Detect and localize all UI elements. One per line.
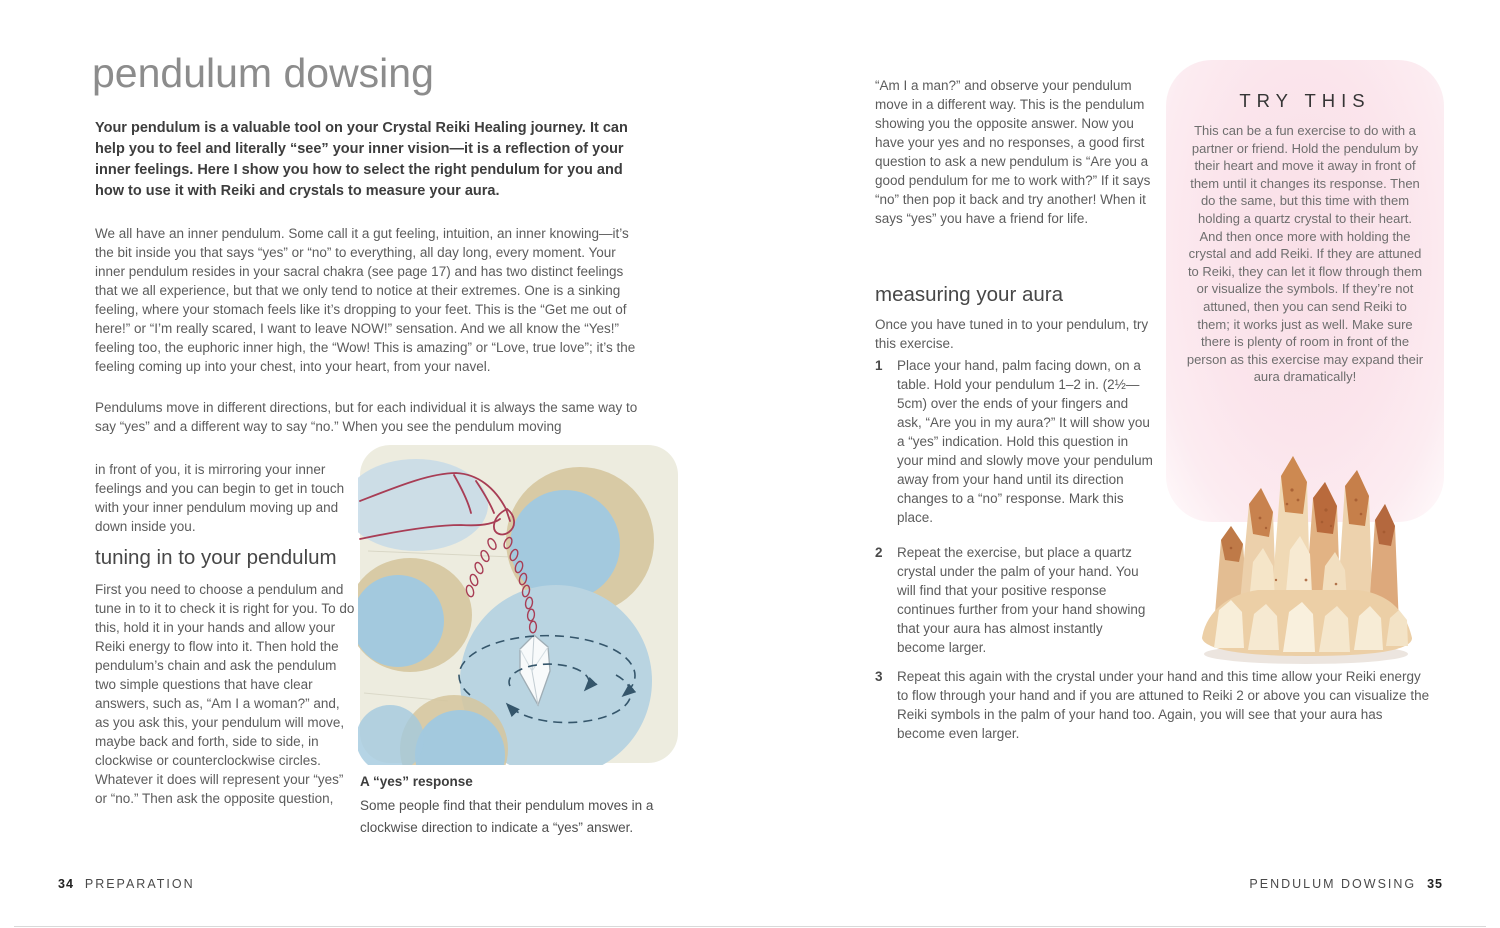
quartz-crystal-photo (1186, 440, 1428, 670)
footer-section-label: PREPARATION (84, 877, 195, 891)
step-2 (875, 543, 1153, 657)
footer-left (58, 877, 195, 891)
aura-section-intro: Once you have tuned in to your pendulum, try this exercise. (875, 317, 1149, 351)
body-paragraph-1: We all have an inner pendulum. Some call it a gut feeling, intuition, an inner knowing—it’s the bit inside you that says “yes” or “no” to everything, all day long, every moment. Your inner pendulum resides in your sacral chakra (see page 17) and has two distinct feelings that we all experience, but that we only tend to notice at their extremes. One is a sinking feeling, where your stomach feels like it’s dropping to your feet. This is the “Get me out of here!” or “I’m really scared, I want to leave NOW!” sensation. And we all know the “Yes!” feeling too, the euphoric inner high, the “Wow! This is amazing” or “Love, true love”; it’s the feeling coming up into your chest, into your heart, from your navel. (95, 226, 636, 374)
hand-pendulum-drawing (358, 443, 680, 765)
try-this-heading: TRY THIS (1239, 90, 1371, 111)
section-heading-tuning: tuning in to your pendulum (95, 546, 337, 569)
body-paragraph-2-narrow: in front of you, it is mirroring your inner feelings and you can begin to get in touch with your inner pendulum moving up and down inside you. (95, 462, 345, 534)
section-heading-aura: measuring your aura (875, 283, 1064, 306)
footer-page-number: 35 (1427, 877, 1443, 891)
step-number: 2 (875, 545, 883, 560)
body-paragraph-continued: “Am I a man?” and observe your pendulum move in a different way. This is the pendulum showing you the opposite answer. Now you have your yes and no responses, a good first question to ask a new pendulum is “Are you a good pendulum for me to work with?” If it says “no” then pop it back and try another! When it says “yes” you have a friend for life. (875, 78, 1151, 226)
step-number: 3 (875, 669, 883, 684)
body-paragraph-2-wide: Pendulums move in different directions, but for each individual it is always the same way to say “yes” and a different way to say “no.” When you see the pendulum moving (95, 400, 638, 434)
footer-page-number: 34 (58, 877, 74, 891)
page-bottom-edge (14, 926, 1486, 927)
footer-section-label: PENDULUM DOWSING (1249, 877, 1417, 891)
section-body-tuning: First you need to choose a pendulum and tune in to it to check it is right for you. To do this, hold it in your hands and allow your Reiki energy to flow into it. Then hold the pendulum’s chain and ask the pendulum two simple questions that have clear answers, such as, “Am I a woman?” and, as you ask this, your pendulum will move, maybe back and forth, side to side, in clockwise or counterclockwise circles. Whatever it does will represent your “yes” or “no.” Then ask the opposite question, (95, 582, 355, 806)
pendulum-illustration (358, 443, 680, 765)
step-1 (875, 356, 1153, 527)
step-3 (875, 667, 1431, 743)
step-text: Repeat this again with the crystal under your hand and this time allow your Reiki energy to flow through your hand and if you are attuned to Reiki 2 or above you can visualize the Reiki symbols in the palm of your hand too. Again, you will see that your aura has become even larger. (897, 669, 1430, 741)
crystal-cluster-drawing (1186, 440, 1428, 670)
step-number: 1 (875, 358, 883, 373)
try-this-body: This can be a fun exercise to do with a partner or friend. Hold the pendulum by their heart and move it away in front of them until it changes its response. Then do the same, but this time with them holding a quartz crystal to their heart. And then once more with holding the crystal and add Reiki. If they are attuned to Reiki, they can let it flow through them or visualize the symbols. If they’re not attuned, then you can send Reiki to them; it works just as well. Make sure there is plenty of room in front of the person as this exercise may expand their aura dramatically! (1186, 123, 1424, 385)
intro-paragraph: Your pendulum is a valuable tool on your Crystal Reiki Healing journey. It can help you to feel and literally “see” your inner vision—it is a reflection of your inner feelings. Here I show you how to select the right pendulum for you and how to use it with Reiki and crystals to measure your aura. (95, 120, 628, 199)
step-text: Place your hand, palm facing down, on a table. Hold your pendulum 1–2 in. (2½—5cm) over the ends of your fingers and ask, “Are you in my aura?” It will show you a “yes” indication. Hold this question in your mind and slowly move your pendulum away from your hand until its direction changes to a “no” response. Mark this place. (897, 358, 1153, 525)
step-text: Repeat the exercise, but place a quartz crystal under the palm of your hand. You will find that your positive response continues further from your hand showing that your aura has almost instantly become larger. (897, 545, 1146, 655)
page-title: pendulum dowsing (92, 50, 434, 96)
footer-right (1249, 877, 1443, 891)
figure-caption-body: Some people find that their pendulum moves in a clockwise direction to indicate a “yes” answer. (360, 798, 654, 835)
figure-caption-title: A “yes” response (360, 774, 473, 789)
